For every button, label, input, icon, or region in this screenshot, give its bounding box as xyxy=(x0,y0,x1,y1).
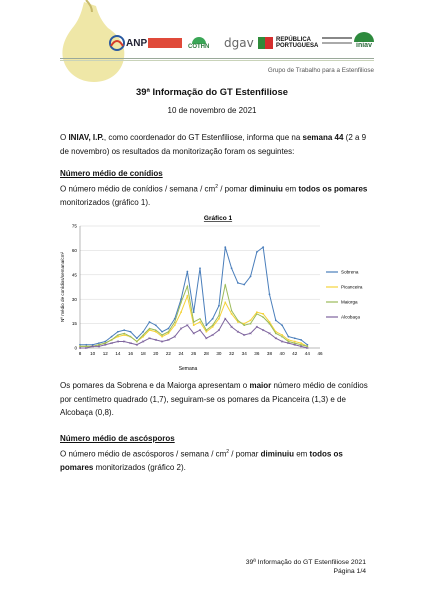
trend-word: diminuiu xyxy=(260,449,294,459)
x-tick-label: 20 xyxy=(153,351,159,356)
intro-text: , como coordenador do GT Estenfiliose, informa que na xyxy=(103,133,303,142)
chart-title: Gráfico 1 xyxy=(203,215,233,222)
comparison-text: número médio de conídios por centímetro quadrado (1,7), seguiram-se os pomares da Picanceira (1,3) e de Alcobaça (0,8). xyxy=(60,381,368,417)
x-tick-label: 14 xyxy=(115,351,121,356)
ministry-text-line xyxy=(322,42,352,44)
intro-text: (2 a 9 de novembro) os resultados da monitorização foram os seguintes: xyxy=(60,133,367,156)
data-point xyxy=(180,311,182,313)
page-number: Página 1/4 xyxy=(333,567,366,575)
data-point xyxy=(262,313,264,315)
x-tick-label: 22 xyxy=(165,351,171,356)
y-ticks xyxy=(72,224,78,351)
x-tick-label: 10 xyxy=(90,351,96,356)
intro-text: O xyxy=(60,133,69,142)
red-stripe-logo xyxy=(148,38,182,48)
data-point xyxy=(275,319,277,321)
data-point xyxy=(224,246,226,248)
dgav-logo xyxy=(224,32,254,54)
series-line-maiorga xyxy=(80,285,307,347)
comparison-text: Os pomares da Sobrena e da Maiorga apresentam o xyxy=(60,381,250,390)
superscript: 2 xyxy=(226,449,230,455)
x-tick-label: 44 xyxy=(304,351,310,356)
org-name: INIAV, I.P. xyxy=(68,133,104,142)
data-point xyxy=(256,311,258,313)
data-point xyxy=(300,342,302,344)
y-tick-label: 45 xyxy=(71,272,77,278)
section2-text: em xyxy=(293,449,310,459)
data-point xyxy=(224,302,226,304)
legend-label: Sobrena xyxy=(341,269,359,275)
data-point xyxy=(237,321,239,323)
cothn-logo xyxy=(188,32,209,54)
section1-paragraph xyxy=(60,181,370,210)
data-point xyxy=(123,334,125,336)
header-rule xyxy=(60,58,374,59)
intro-paragraph xyxy=(60,131,370,158)
data-point xyxy=(130,331,132,333)
flag-red-icon xyxy=(265,37,273,49)
section1-text: em xyxy=(282,184,299,194)
data-point xyxy=(250,320,252,322)
dgav-logo-text: dgav xyxy=(224,36,254,50)
data-point xyxy=(117,331,119,333)
data-point xyxy=(199,321,201,323)
x-tick-label: 24 xyxy=(178,351,184,356)
x-tick-label: 46 xyxy=(317,351,323,356)
data-point xyxy=(193,324,195,326)
data-point xyxy=(218,318,220,320)
anp-logo-text: ANP xyxy=(126,37,148,49)
y-tick-label: 0 xyxy=(74,345,77,351)
x-tick-label: 12 xyxy=(102,351,108,356)
data-point xyxy=(155,324,157,326)
section2-text: monitorizados (gráfico 2). xyxy=(93,463,186,473)
footer-title: 39ª Informação do GT Estenfiliose 2021 xyxy=(245,559,366,566)
y-tick-label: 15 xyxy=(71,321,77,327)
scope-words: todos os pomares xyxy=(298,184,368,194)
group-name: Grupo de Trabalho para a Estenfiliose xyxy=(267,67,374,74)
comparison-paragraph xyxy=(60,379,370,420)
x-tick-label: 16 xyxy=(127,351,134,356)
section-heading-ascosporos: Número médio de ascósporos xyxy=(60,434,175,443)
data-point xyxy=(136,337,138,339)
x-tick-label: 32 xyxy=(229,351,235,356)
y-tick-label: 60 xyxy=(71,248,77,253)
section2-paragraph xyxy=(60,446,370,475)
republica-logo xyxy=(258,32,318,54)
x-tick-label: 30 xyxy=(216,351,222,356)
data-point xyxy=(155,331,157,333)
y-axis-label: Nº médio de conídios/semana/cm² xyxy=(60,251,65,323)
data-point xyxy=(218,314,220,316)
page-title: 39ª Informação do GT Estenfiliose xyxy=(136,86,288,97)
data-point xyxy=(187,295,189,297)
maior-word: maior xyxy=(249,381,272,390)
legend-label: Alcobaça xyxy=(341,314,360,320)
data-point xyxy=(186,271,188,273)
x-tick-label: 8 xyxy=(78,351,82,356)
scope-words: todos os pomares xyxy=(60,449,343,473)
flag-green-icon xyxy=(258,37,265,49)
data-point xyxy=(142,331,144,333)
section1-text: O número médio de conídios / semana / cm xyxy=(60,184,216,194)
x-tick-label: 38 xyxy=(266,351,273,356)
iniav-logo xyxy=(354,32,374,54)
section1-text: / pomar xyxy=(217,184,250,194)
x-tick-label: 26 xyxy=(191,351,197,356)
data-point xyxy=(206,331,208,333)
data-point xyxy=(123,329,125,331)
x-tick-label: 28 xyxy=(203,351,209,356)
cothn-leaf-icon xyxy=(192,37,206,44)
data-point xyxy=(174,324,176,326)
data-point xyxy=(243,284,245,286)
week-number: semana 44 xyxy=(302,133,344,142)
data-point xyxy=(117,336,119,338)
data-point xyxy=(237,282,239,284)
x-axis-label: Semana xyxy=(178,366,198,372)
data-point xyxy=(161,336,163,338)
x-tick-label: 18 xyxy=(140,351,146,356)
data-point xyxy=(168,328,170,330)
partner-logos xyxy=(108,32,378,56)
data-point xyxy=(218,305,220,307)
section2-text: / pomar xyxy=(229,449,261,459)
section-heading-conidios: Número médio de conídios xyxy=(60,169,163,178)
legend-label: Maiorga xyxy=(341,299,358,305)
data-point xyxy=(288,336,290,338)
trend-word: diminuiu xyxy=(249,184,283,194)
y-tick-label: 30 xyxy=(71,296,77,302)
data-point xyxy=(205,324,207,326)
data-point xyxy=(149,321,151,323)
ministry-text-line xyxy=(322,37,352,39)
data-point xyxy=(256,251,258,253)
iniav-logo-text: iniav xyxy=(356,42,372,49)
data-point xyxy=(231,313,233,315)
data-point xyxy=(243,323,245,325)
page-footer xyxy=(246,559,366,576)
data-point xyxy=(288,339,290,341)
data-point xyxy=(294,337,296,339)
section2-text: O número médio de ascósporos / semana / cm xyxy=(60,449,227,459)
x-tick-label: 40 xyxy=(279,351,285,356)
section1-text: monitorizados (gráfico 1). xyxy=(60,198,151,208)
data-point xyxy=(199,267,201,269)
republica-line1: REPÚBLICA xyxy=(276,37,312,43)
legend-label: Picanceira xyxy=(341,284,363,290)
header-rule-light xyxy=(60,60,374,61)
iniav-leaf-icon xyxy=(354,32,374,42)
data-point xyxy=(300,339,302,341)
data-point xyxy=(269,293,271,295)
data-point xyxy=(231,310,233,312)
chart-grafico-1 xyxy=(58,214,368,372)
data-point xyxy=(212,318,214,320)
superscript: 2 xyxy=(215,184,218,190)
data-point xyxy=(186,285,188,287)
data-point xyxy=(281,324,283,326)
data-point xyxy=(250,276,252,278)
data-point xyxy=(281,334,283,336)
y-tick-label: 75 xyxy=(71,223,77,229)
republica-line2: PORTUGUESA xyxy=(276,43,319,49)
x-tick-label: 36 xyxy=(254,351,260,356)
data-point xyxy=(294,341,296,343)
anp-logo-icon xyxy=(108,34,126,52)
data-point xyxy=(224,284,226,286)
page-date: 10 de novembro de 2021 xyxy=(167,106,257,115)
data-point xyxy=(161,331,163,333)
data-point xyxy=(231,267,233,269)
data-point xyxy=(111,336,113,338)
anp-logo xyxy=(108,32,147,54)
data-point xyxy=(168,333,170,335)
x-tick-label: 34 xyxy=(241,351,247,356)
x-tick-label: 42 xyxy=(292,351,298,356)
data-point xyxy=(262,246,264,248)
chart-legend xyxy=(326,270,363,320)
x-ticks xyxy=(79,351,323,356)
data-point xyxy=(193,311,195,313)
data-point xyxy=(212,326,214,328)
series-lines xyxy=(79,246,308,349)
cothn-logo-text: COTHN xyxy=(188,43,210,50)
